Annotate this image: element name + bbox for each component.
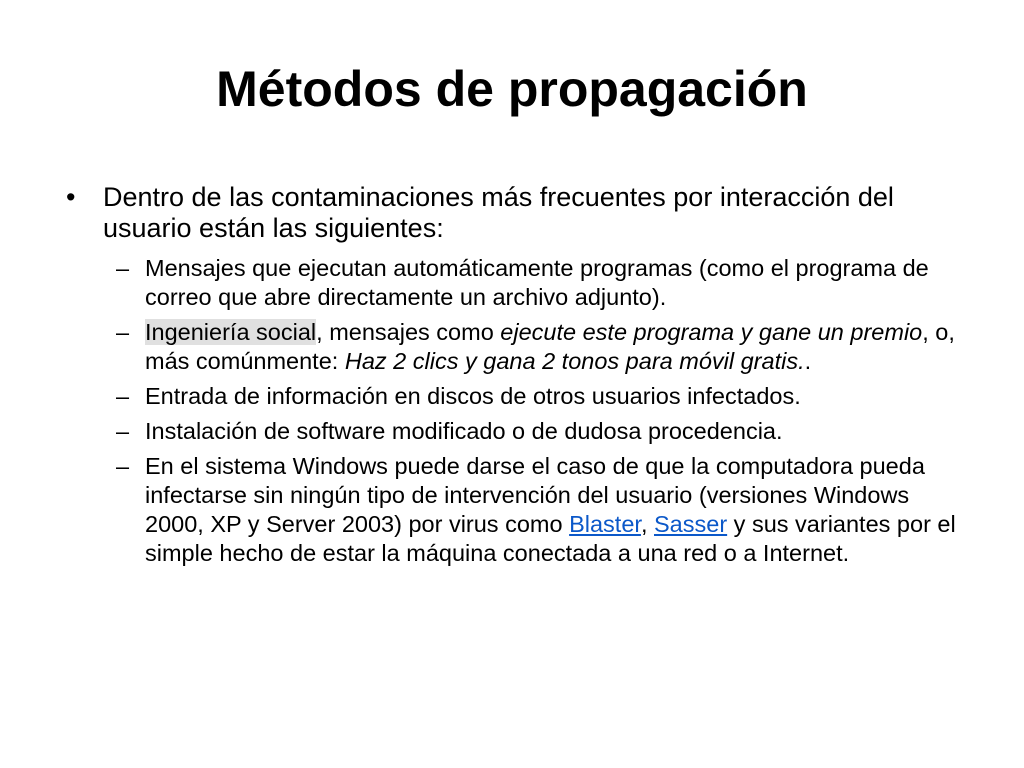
sub-item-infected-disks [68,382,968,411]
bullet-text: Dentro de las contaminaciones más frecuentes por interacción del usuario están las siguientes: [103,182,894,243]
dash-icon: – [116,319,130,345]
sub-item-text: Entrada de información en discos de otros usuarios infectados. [145,383,801,409]
blaster-link[interactable]: Blaster [569,511,641,537]
dash-icon: – [116,418,130,444]
slide-content [68,182,968,574]
sub-item-text-part: , o, más comúnmente: [145,319,955,374]
sub-item-windows-network [68,452,968,568]
sub-item-text: Mensajes que ejecutan automáticamente programas (como el programa de correo que abre directamente un archivo adjunto). [145,255,929,310]
sub-item-text-part: y sus variantes por el simple hecho de estar la máquina conectada a una red o a Internet. [145,511,956,566]
sub-item-auto-programs [68,254,968,312]
sub-bullet-list [68,254,968,568]
slide-title: Métodos de propagación [216,61,808,117]
dash-icon: – [116,255,130,281]
highlighted-term: Ingeniería social [145,319,317,345]
italic-example: ejecute este programa y gane un premio [500,319,923,345]
sub-item-text-part: , mensajes como [316,319,501,345]
sub-item-text: Instalación de software modificado o de dudosa procedencia. [145,418,783,444]
sasser-link[interactable]: Sasser [654,511,728,537]
separator-text: , [640,511,654,537]
sub-item-text-part: En el sistema Windows puede darse el caso de que la computadora pueda infectarse sin ningún tipo de intervención del usuario (versiones Windows 2000, XP y Server 2003) por virus como [145,453,925,537]
sub-item-modified-software [68,417,968,446]
bullet-item [68,182,968,244]
bullet-icon: • [66,182,76,212]
italic-example: Haz 2 clics y gana 2 tonos para móvil gratis. [344,348,805,374]
sub-item-text-part: . [804,348,812,374]
sub-item-social-engineering [68,318,968,376]
dash-icon: – [116,453,130,479]
dash-icon: – [116,383,130,409]
